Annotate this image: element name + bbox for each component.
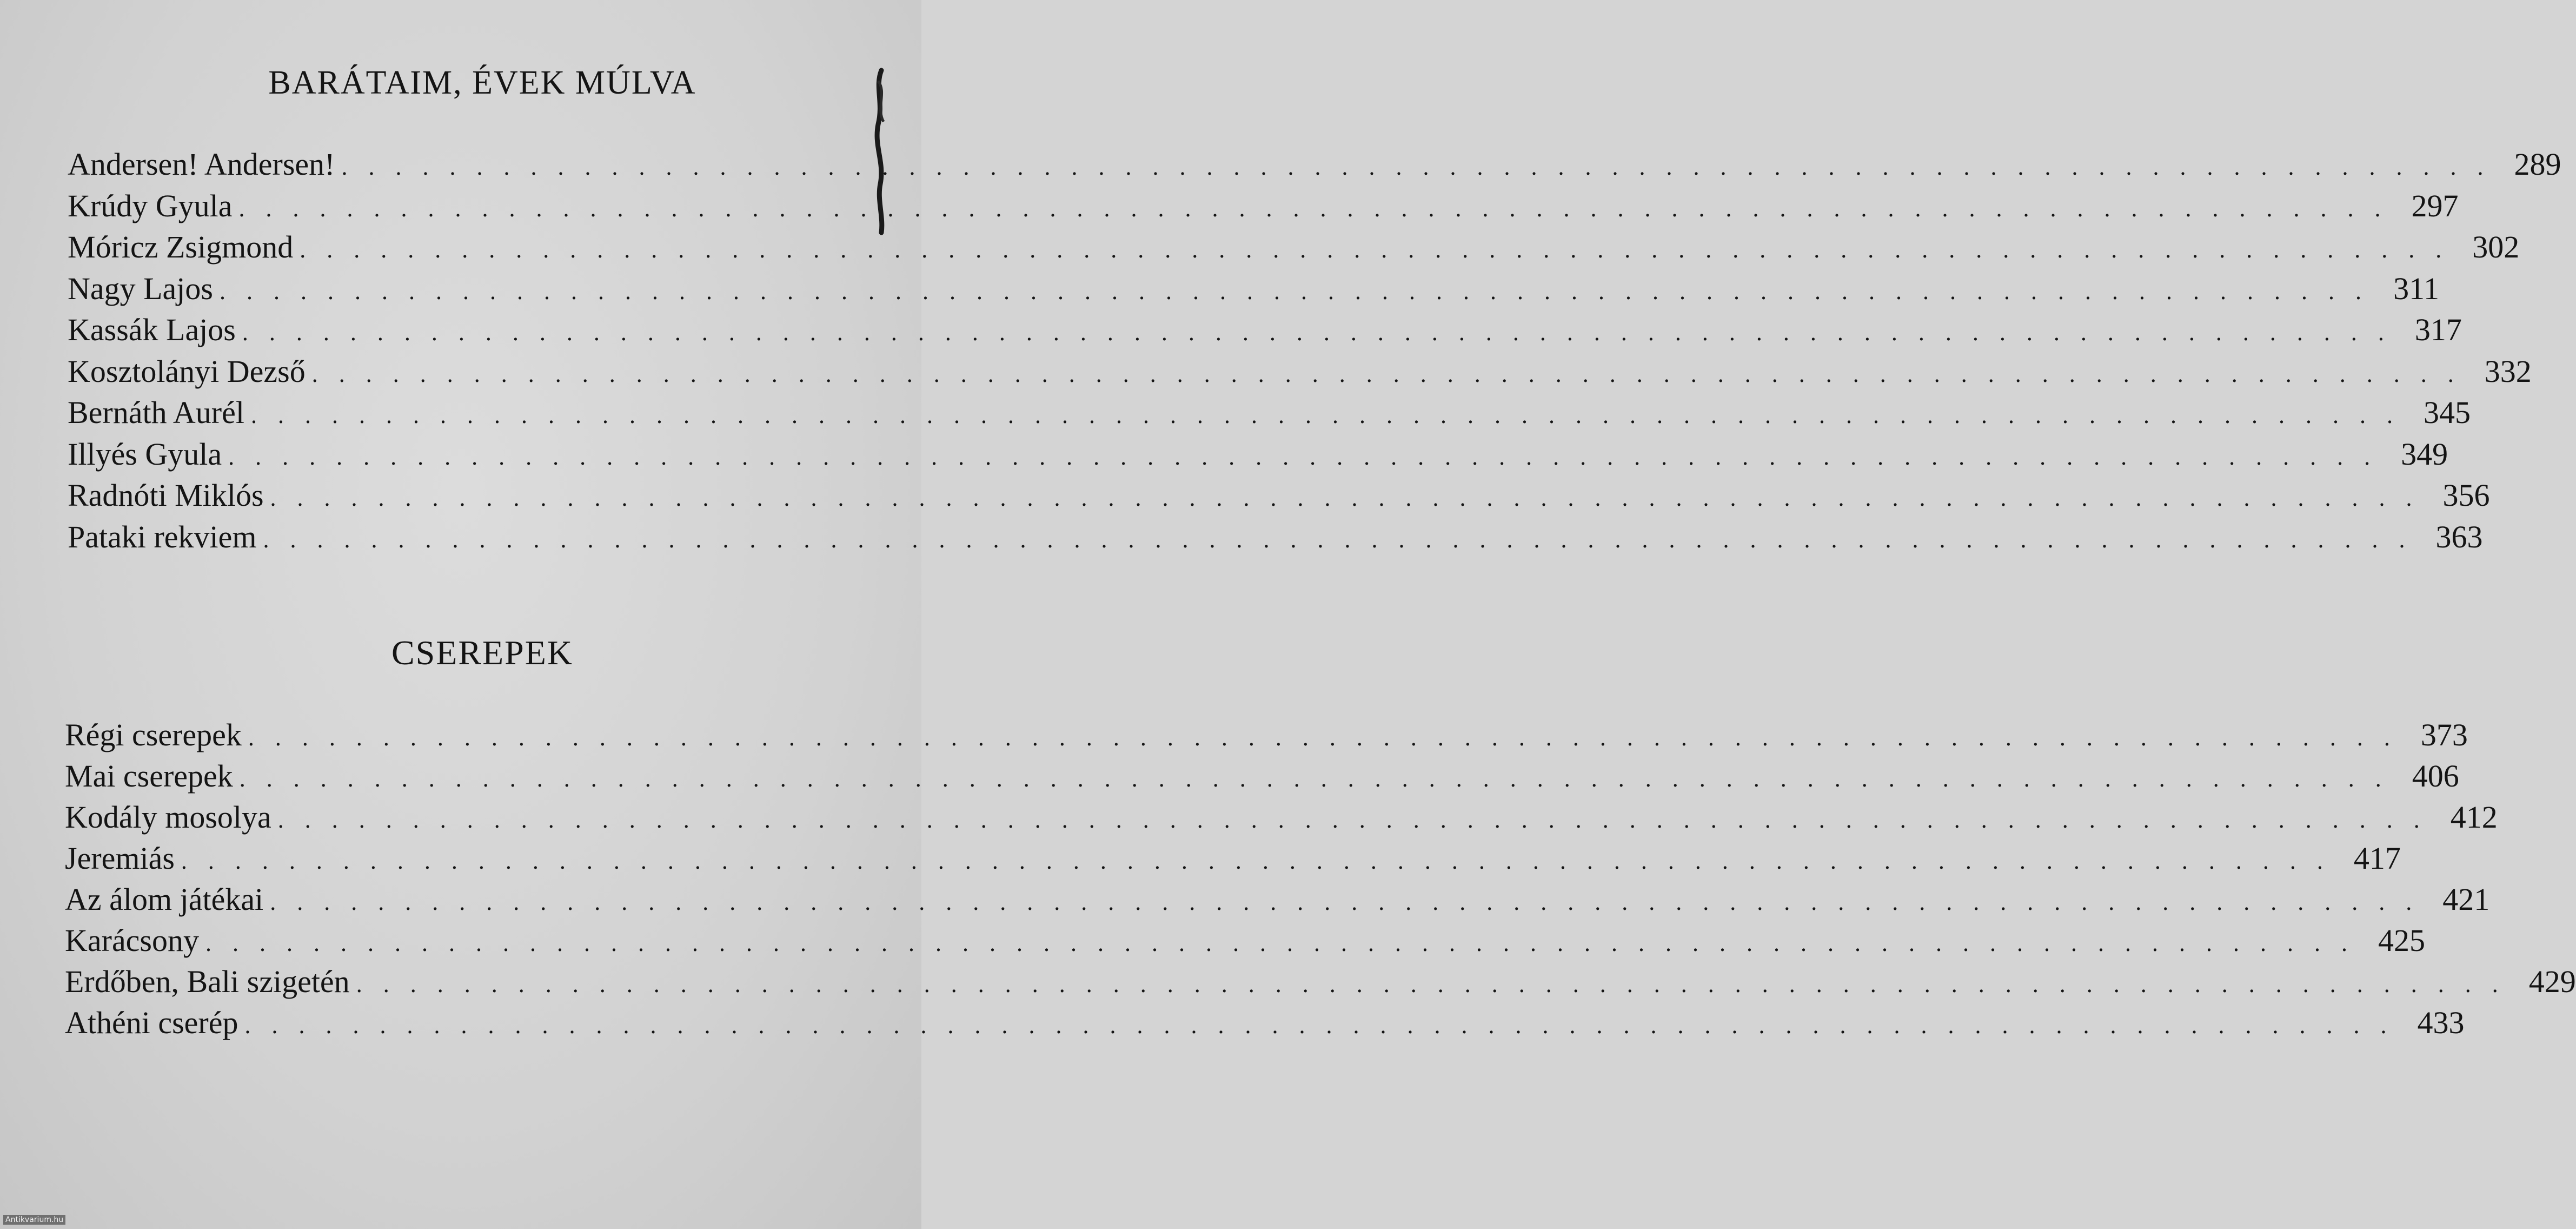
toc-entry-page-number: 297	[2411, 188, 2459, 223]
toc-entry-page-number: 363	[2435, 519, 2483, 554]
toc-entry-title: Athéni cserép	[65, 1005, 238, 1040]
toc-entry-title: Nagy Lajos	[68, 270, 213, 306]
dot-leader: . . . . . . . . . . . . . . . . . . . . . . . . . . . . . . . . . . . . . . . . . . . . . . . . . . . . . . . . . . . . . . . . . . . . . . . . . . . . . . . .	[270, 485, 2420, 511]
dot-leader: . . . . . . . . . . . . . . . . . . . . . . . . . . . . . . . . . . . . . . . . . . . . . . . . . . . . . . . . . . . . . . . . . . . . . . . . . . . . . . . .	[277, 807, 2427, 833]
toc-entry	[65, 881, 2490, 922]
toc-entry	[68, 394, 2471, 436]
toc-entry-page-number: 373	[2420, 717, 2468, 752]
toc-entry	[68, 188, 2459, 229]
toc-entry	[65, 799, 2498, 840]
toc-entry-title: Bernáth Aurél	[68, 395, 244, 430]
dot-leader: . . . . . . . . . . . . . . . . . . . . . . . . . . . . . . . . . . . . . . . . . . . . . . . . . . . . . . . . . . . . . . . . . . . . . . . . . . . . . . . .	[311, 360, 2461, 387]
toc-entry	[65, 717, 2468, 758]
toc-entry-title: Móricz Zsigmond	[68, 229, 294, 265]
toc-entry-page-number: 421	[2442, 882, 2490, 917]
toc-entry-page-number: 429	[2528, 964, 2576, 999]
toc-entry-page-number: 433	[2417, 1005, 2465, 1040]
toc-entry	[68, 146, 2561, 188]
dot-leader: . . . . . . . . . . . . . . . . . . . . . . . . . . . . . . . . . . . . . . . . . . . . . . . . . . . . . . . . . . . . . . . . . . . . . . . . . . . . . . . .	[239, 765, 2389, 792]
toc-entry	[68, 312, 2462, 353]
watermark-label: Antikvarium.hu	[3, 1215, 65, 1225]
dot-leader: . . . . . . . . . . . . . . . . . . . . . . . . . . . . . . . . . . . . . . . . . . . . . . . . . . . . . . . . . . . . . . . . . . . . . . . . . . . . . . . .	[238, 195, 2388, 222]
dot-leader: . . . . . . . . . . . . . . . . . . . . . . . . . . . . . . . . . . . . . . . . . . . . . . . . . . . . . . . . . . . . . . . . . . . . . . . . . . . . . . . .	[242, 319, 2392, 346]
toc-entry-title: Jeremiás	[65, 841, 175, 876]
dot-leader: . . . . . . . . . . . . . . . . . . . . . . . . . . . . . . . . . . . . . . . . . . . . . . . . . . . . . . . . . . . . . . . . . . . . . . . . . . . . . . . .	[248, 724, 2398, 751]
toc-entry-title: Karácsony	[65, 923, 200, 958]
toc-list-baratairm	[68, 146, 2561, 560]
dot-leader: . . . . . . . . . . . . . . . . . . . . . . . . . . . . . . . . . . . . . . . . . . . . . . . . . . . . . . . . . . . . . . . . . . . . . . . . . . . . . . . .	[300, 236, 2449, 263]
dot-leader: . . . . . . . . . . . . . . . . . . . . . . . . . . . . . . . . . . . . . . . . . . . . . . . . . . . . . . . . . . . . . . . . . . . . . . . . . . . . . . . .	[205, 930, 2355, 956]
toc-entry-page-number: 417	[2353, 841, 2401, 876]
toc-entry-page-number: 332	[2484, 353, 2532, 389]
toc-entry-page-number: 345	[2423, 395, 2471, 430]
toc-entry-page-number: 406	[2412, 758, 2459, 794]
toc-entry-title: Erdőben, Bali szigetén	[65, 964, 350, 999]
toc-entry	[65, 840, 2401, 881]
toc-entry-page-number: 349	[2401, 436, 2448, 472]
toc-entry	[68, 436, 2448, 478]
toc-entry-title: Illyés Gyula	[68, 436, 222, 472]
dot-leader: . . . . . . . . . . . . . . . . . . . . . . . . . . . . . . . . . . . . . . . . . . . . . . . . . . . . . . . . . . . . . . . . . . . . . . . . . . . . . . . .	[228, 443, 2378, 470]
toc-entry-title: Kodály mosolya	[65, 799, 271, 835]
toc-entry	[68, 229, 2520, 270]
dot-leader: . . . . . . . . . . . . . . . . . . . . . . . . . . . . . . . . . . . . . . . . . . . . . . . . . . . . . . . . . . . . . . . . . . . . . . . . . . . . . . . .	[341, 154, 2491, 180]
toc-list-cserepek	[65, 717, 2576, 1046]
toc-entry	[68, 519, 2483, 560]
toc-entry	[68, 353, 2532, 395]
toc-entry-page-number: 289	[2514, 147, 2561, 182]
toc-entry-page-number: 412	[2450, 799, 2498, 835]
dot-leader: . . . . . . . . . . . . . . . . . . . . . . . . . . . . . . . . . . . . . . . . . . . . . . . . . . . . . . . . . . . . . . . . . . . . . . . . . . . . . . . .	[244, 1012, 2394, 1039]
toc-entry-page-number: 317	[2414, 312, 2462, 347]
dot-leader: . . . . . . . . . . . . . . . . . . . . . . . . . . . . . . . . . . . . . . . . . . . . . . . . . . . . . . . . . . . . . . . . . . . . . . . . . . . . . . . .	[250, 402, 2400, 428]
toc-entry-page-number: 302	[2472, 229, 2520, 265]
toc-entry-title: Az álom játékai	[65, 882, 264, 917]
toc-entry	[65, 1005, 2465, 1046]
section-heading-cserepek: CSEREPEK	[391, 633, 574, 672]
dot-leader: . . . . . . . . . . . . . . . . . . . . . . . . . . . . . . . . . . . . . . . . . . . . . . . . . . . . . . . . . . . . . . . . . . . . . . . . . . . . . . . .	[220, 277, 2369, 305]
dot-leader: . . . . . . . . . . . . . . . . . . . . . . . . . . . . . . . . . . . . . . . . . . . . . . . . . . . . . . . . . . . . . . . . . . . . . . . . . . . . . . . .	[181, 848, 2331, 874]
toc-entry-title: Radnóti Miklós	[68, 478, 264, 513]
toc-entry	[65, 963, 2576, 1005]
toc-entry	[65, 758, 2459, 799]
section-heading-baratairm: BARÁTAIM, ÉVEK MÚLVA	[268, 64, 696, 101]
toc-entry-title: Kassák Lajos	[68, 312, 236, 347]
toc-entry-title: Krúdy Gyula	[68, 188, 233, 223]
toc-entry-title: Mai cserepek	[65, 758, 233, 794]
toc-entry-page-number: 356	[2442, 478, 2490, 513]
toc-entry	[65, 922, 2426, 963]
toc-entry-title: Kosztolányi Dezső	[68, 353, 306, 389]
dot-leader: . . . . . . . . . . . . . . . . . . . . . . . . . . . . . . . . . . . . . . . . . . . . . . . . . . . . . . . . . . . . . . . . . . . . . . . . . . . . . . . .	[356, 971, 2506, 997]
dot-leader: . . . . . . . . . . . . . . . . . . . . . . . . . . . . . . . . . . . . . . . . . . . . . . . . . . . . . . . . . . . . . . . . . . . . . . . . . . . . . . . .	[270, 889, 2420, 915]
toc-entry-page-number: 425	[2378, 923, 2426, 958]
dot-leader: . . . . . . . . . . . . . . . . . . . . . . . . . . . . . . . . . . . . . . . . . . . . . . . . . . . . . . . . . . . . . . . . . . . . . . . . . . . . . . . .	[263, 526, 2413, 553]
toc-entry-title: Régi cserepek	[65, 717, 242, 752]
toc-entry	[68, 477, 2490, 519]
toc-entry-title: Andersen! Andersen!	[68, 147, 335, 182]
torn-edge-mark	[865, 70, 898, 233]
toc-entry	[68, 270, 2439, 312]
toc-entry-title: Pataki rekviem	[68, 519, 257, 554]
toc-entry-page-number: 311	[2393, 270, 2439, 306]
